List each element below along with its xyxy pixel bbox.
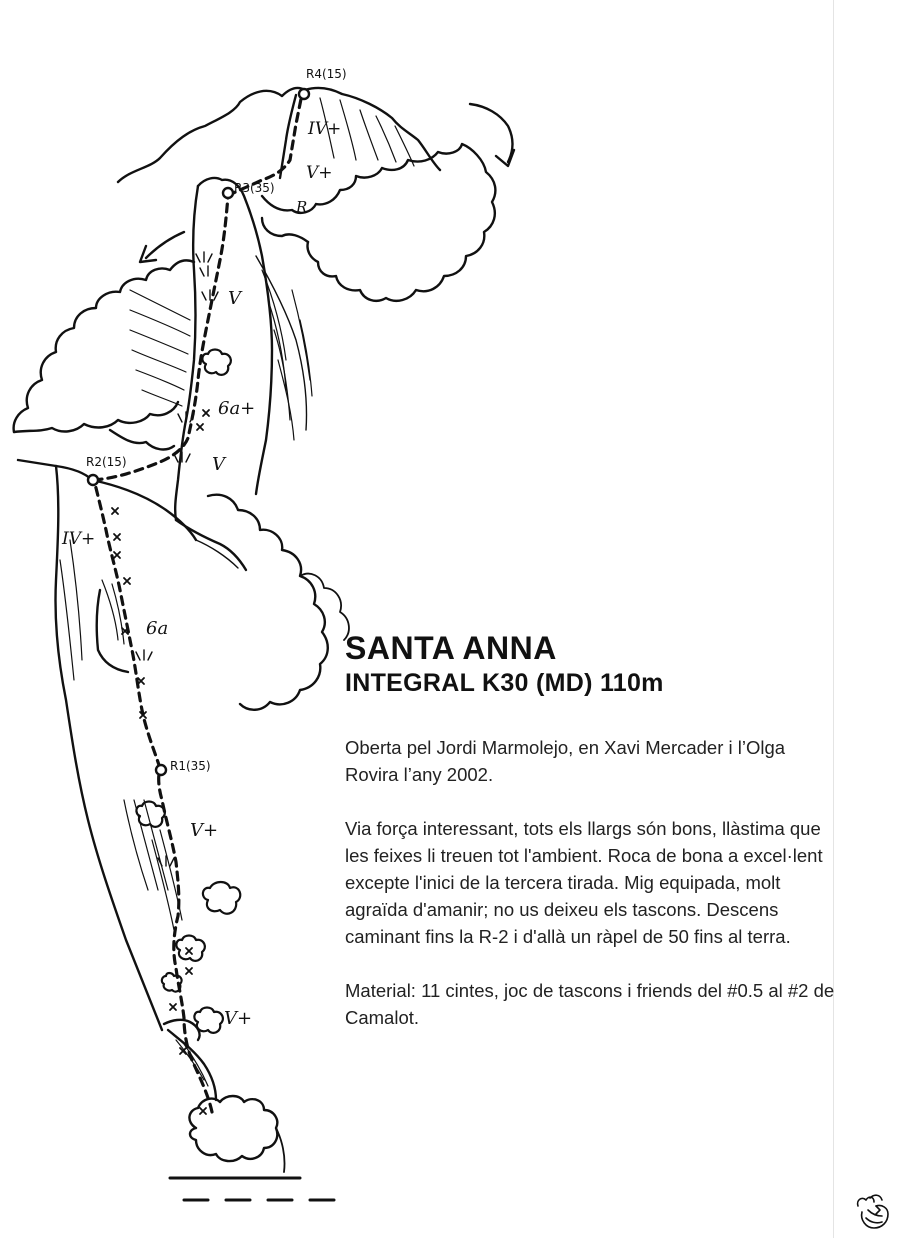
route-gear-paragraph: Material: 11 cintes, joc de tascons i friends del #0.5 al #2 de Camalot. (345, 980, 835, 1028)
belay-r2-marker (88, 475, 98, 485)
grade-top-1: IV+ (308, 119, 342, 139)
grade-p1-a: V+ (190, 820, 219, 841)
ledge-vegetation-top (262, 144, 495, 301)
route-bushes (136, 350, 240, 1033)
belay-r3-label: R3(35) (234, 181, 275, 195)
lower-wall (18, 460, 246, 1030)
base-vegetation (189, 1096, 284, 1172)
route-notes-paragraph: Via força interessant, tots els llargs són bons, llàstima que les feixes li treuen tot l'ambient. Roca de bona a excel·lent excepte l'inici de la tercera tirada. Mig equipada, molt agraïda d'amanir; no us deixeu els tascons. Descens caminant fins la R-2 i d'allà un ràpel de 50 fins al terra. (345, 818, 823, 947)
route-description (345, 628, 835, 1058)
grass-tufts (136, 252, 218, 866)
lower-rock-hatching (124, 800, 219, 1100)
grade-rappel: R (296, 198, 308, 216)
belay-r3-marker (223, 188, 233, 198)
grade-p2-a: IV+ (62, 529, 96, 549)
grade-p1-b: V+ (224, 1008, 253, 1029)
route-subtitle: INTEGRAL K30 (MD) 110m (345, 669, 664, 697)
pillar-rock (175, 178, 312, 520)
route-history-paragraph: Oberta pel Jordi Marmolejo, en Xavi Mercader i l’Olga Rovira l’any 2002. (345, 737, 786, 785)
grade-p3-b: 6a+ (218, 398, 256, 419)
belay-r4-label: R4(15) (306, 67, 347, 81)
route-title: SANTA ANNA (345, 630, 557, 666)
summit-rock (118, 88, 440, 182)
grade-p3-a: V (228, 288, 241, 309)
ledge-vegetation-lower (208, 495, 349, 710)
author-logo-icon (852, 1192, 894, 1232)
descent-arrow-top (470, 104, 514, 166)
belay-r1-label: R1(35) (170, 759, 211, 773)
descent-arrow-mid (140, 232, 184, 262)
belay-r1-marker (156, 765, 166, 775)
belay-stations (88, 89, 309, 775)
grade-top-2: V+ (306, 163, 333, 183)
belay-r4-marker (299, 89, 309, 99)
grade-p3-c: V (212, 454, 225, 475)
grade-p2-b: 6a (146, 618, 169, 639)
belay-r2-label: R2(15) (86, 455, 127, 469)
left-rock-face (130, 290, 190, 406)
ground-line (170, 1178, 334, 1200)
ledge-vegetation-mid (14, 260, 194, 449)
